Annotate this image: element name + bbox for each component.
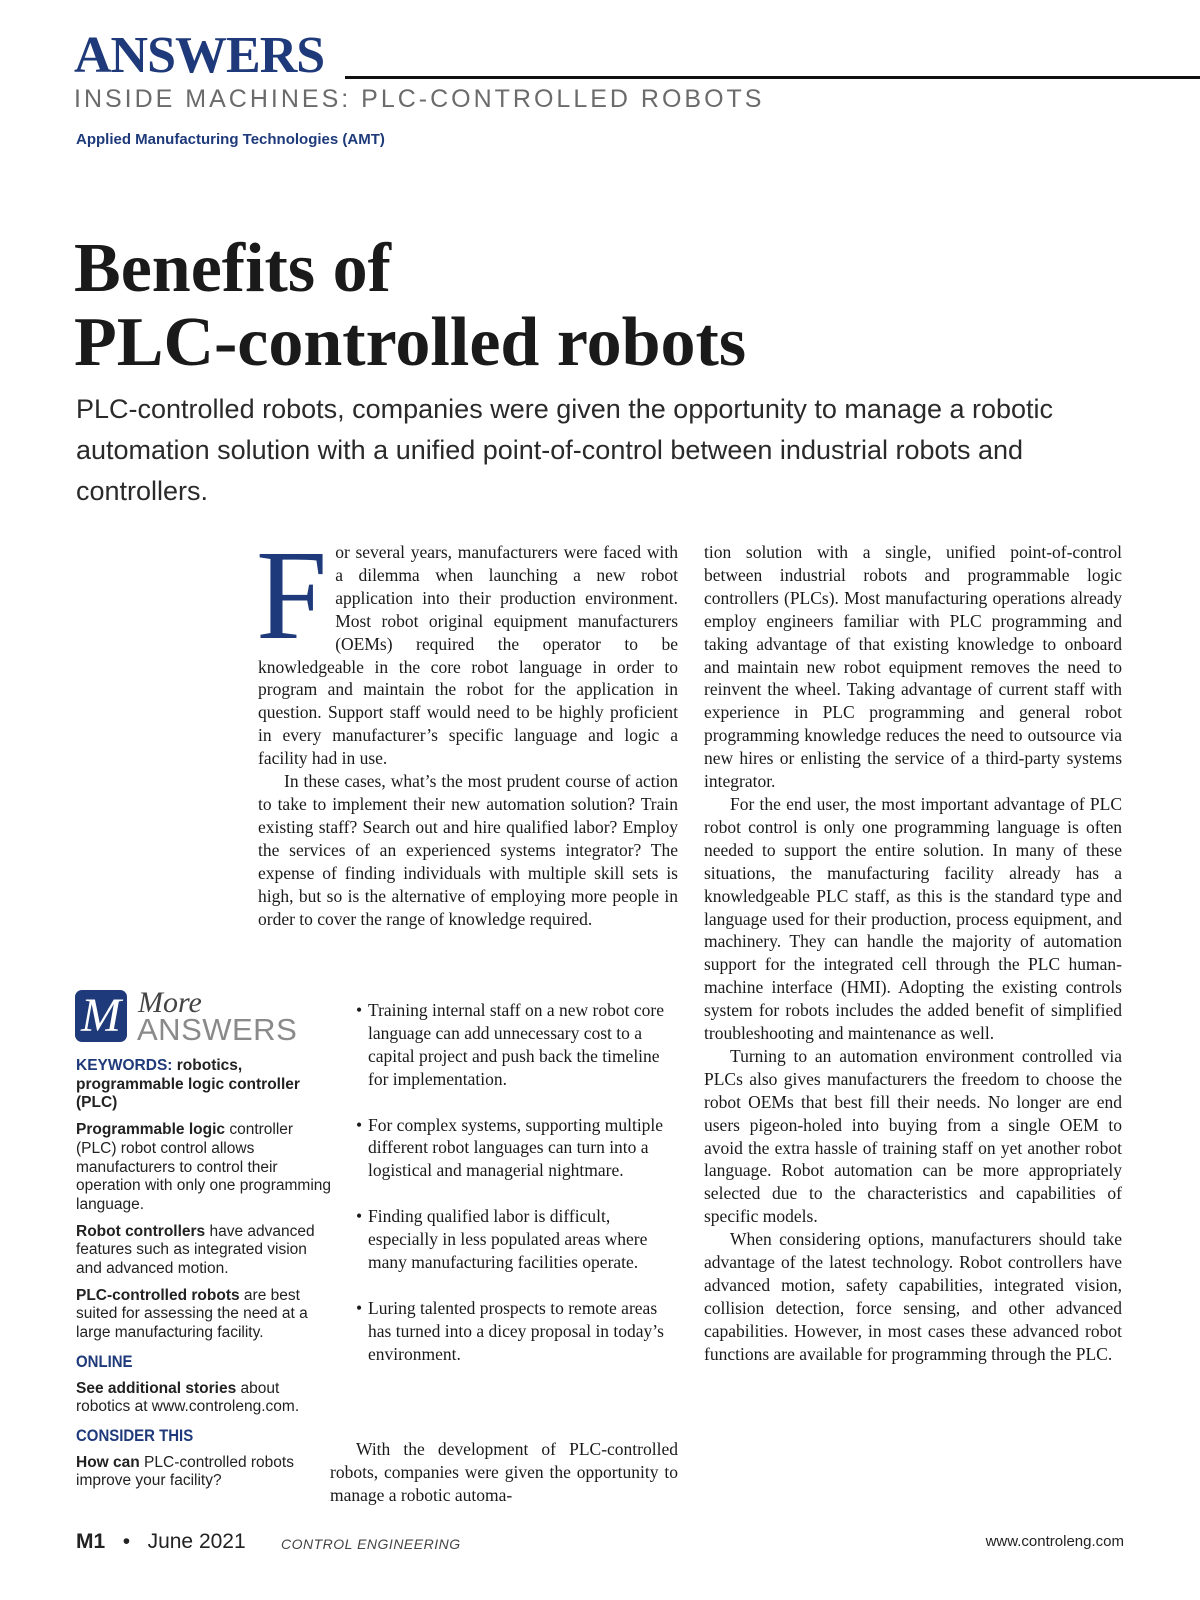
body-paragraph: tion solution with a single, unified point-of-control between industrial robots and programmable logic controllers (PLCs). Most manufacturing operations already employ engineers familiar with PLC programming and taking advantage of that existing knowledge to onboard and maintain new robot equipment removes the need to reinvent the wheel. Taking advantage of current staff with experience in PLC programming and general robot programming knowledge reduces the need to outsource via new hires or enlisting the service of a third-party systems integrator. bbox=[704, 542, 1122, 792]
body-paragraph: When considering options, manufacturers should take advantage of the latest technology. Robot controllers have advanced motion, safety capabilities, integrated vision, collision detection, force sensing, and other advanced capabilities. However, in most cases these advanced robot functions are available for programming through the PLC. bbox=[704, 1229, 1122, 1364]
keywords bbox=[76, 1057, 334, 1113]
consider-this-item bbox=[76, 1454, 334, 1491]
bullet-icon: • bbox=[356, 1000, 363, 1020]
consider-item-text: PLC-controlled robots improve your facility? bbox=[76, 1453, 294, 1490]
bullet-icon: • bbox=[356, 1297, 363, 1318]
title-line-1: Benefits of bbox=[74, 230, 391, 307]
body-paragraph: In these cases, what’s the most prudent course of action to take to implement their new automation solution? Train existing staff? Search out and hire qualified labor? Employ the services of an experienced systems integrator? The expense of finding individuals with multiple skill sets is high, but so is the alternative of employing more people in order to cover the range of knowledge required. bbox=[258, 771, 678, 929]
more-answers-label: ANSWERS bbox=[137, 1012, 298, 1047]
more-answers-badge-icon: M bbox=[75, 990, 127, 1042]
bullet-text: Luring talented prospects to remote areas has turned into a dicey proposal in today’s environment. bbox=[368, 1297, 664, 1364]
body-paragraph: Turning to an automation environment controlled via PLCs also gives manufacturers the freedom to choose the robot OEMs that best fill their needs. No longer are end users pigeon-holed into buying from a single OEM to avoid the extra hassle of training staff on yet another robot language. Robot automation can be more appropriately selected due to the characteristics and capabilities of specific models. bbox=[704, 1045, 1122, 1227]
sidebar-item-lead: Programmable logic bbox=[76, 1121, 226, 1139]
more-answers-sidebar bbox=[76, 1057, 334, 1499]
sidebar-item bbox=[76, 1287, 334, 1343]
online-item-lead: See additional stories bbox=[76, 1379, 237, 1397]
title-line-2: PLC-controlled robots bbox=[74, 304, 747, 381]
consider-this-heading: CONSIDER THIS bbox=[76, 1425, 194, 1445]
body-column-right bbox=[704, 541, 1122, 1366]
author-affiliation: Applied Manufacturing Technologies (AMT) bbox=[76, 131, 385, 148]
sidebar-item-text: have advanced features such as integrated vision and advanced motion. bbox=[76, 1222, 315, 1278]
footer-page-info bbox=[76, 1530, 246, 1554]
online-item bbox=[76, 1380, 334, 1417]
bullet-list bbox=[356, 999, 681, 1388]
keywords-label: KEYWORDS: bbox=[76, 1057, 173, 1074]
footer-url: www.controleng.com bbox=[985, 1533, 1124, 1550]
keywords-text: robotics, programmable logic controller (PLC) bbox=[76, 1057, 300, 1112]
online-heading: ONLINE bbox=[76, 1351, 133, 1371]
bullet-text: For complex systems, supporting multiple different robot languages can turn into a logistical and managerial nightmare. bbox=[368, 1114, 664, 1181]
more-answers-more-label: More bbox=[138, 986, 202, 1019]
sidebar-item bbox=[76, 1223, 334, 1279]
section-kicker: INSIDE MACHINES: PLC-CONTROLLED ROBOTS bbox=[74, 85, 765, 113]
body-column-middle-lower bbox=[330, 1438, 678, 1507]
page-number: M1 bbox=[76, 1530, 106, 1553]
bullet-item bbox=[356, 1114, 681, 1183]
sidebar-item-lead: Robot controllers bbox=[76, 1222, 206, 1240]
bullet-item bbox=[356, 1205, 681, 1274]
magazine-name: CONTROL ENGINEERING bbox=[281, 1536, 461, 1552]
bullet-text: Finding qualified labor is difficult, especially in less populated areas where many manufacturing facilities operate. bbox=[368, 1206, 648, 1272]
article-title bbox=[74, 232, 1074, 380]
article-deck: PLC-controlled robots, companies were given the opportunity to manage a robotic automation solution with a unified point-of-control between industrial robots and controllers. bbox=[76, 394, 1054, 506]
sidebar-item-text: controller (PLC) robot control allows manufacturers to control their operation with only one programming language. bbox=[76, 1121, 332, 1213]
issue-date: June 2021 bbox=[147, 1530, 246, 1553]
body-paragraph: For the end user, the most important advantage of PLC robot control is only one programming language is often needed to support the entire solution. In many of these situations, the manufacturing facility already has a knowledgeable PLC staff, as this is the standard type and language used for their production, process equipment, and machinery. They can handle the majority of automation support for the integrated cell through the PLC human-machine interface (HMI). Adopting the existing controls system for robots includes the added benefit of simplified troubleshooting and maintenance as well. bbox=[704, 793, 1122, 1044]
drop-cap: F bbox=[256, 524, 328, 666]
online-item-text: about robotics at www.controleng.com. bbox=[76, 1379, 300, 1416]
bullet-item bbox=[356, 1297, 681, 1366]
header-rule bbox=[345, 76, 1200, 79]
answers-logo: ANSWERS bbox=[74, 27, 325, 84]
bullet-text: Training internal staff on a new robot core language can add unnecessary cost to a capital project and push back the timeline for implementation. bbox=[368, 1000, 664, 1089]
consider-item-lead: How can bbox=[76, 1453, 140, 1471]
sidebar-item-text: are best suited for assessing the need at a large manufacturing facility. bbox=[76, 1286, 308, 1342]
bullet-icon: • bbox=[356, 1114, 363, 1135]
body-paragraph: or several years, manufacturers were faced with a dilemma when launching a new robot application into their production environment. Most robot original equipment manufacturers (OEMs) required the operator to be knowledgeable in the core robot language in order to program and maintain the robot for the application in question. Support staff would need to be highly proficient in every manufacturer’s specific language and logic a facility had in use. bbox=[258, 542, 678, 769]
sidebar-item bbox=[76, 1121, 334, 1215]
body-paragraph: With the development of PLC-controlled robots, companies were given the opportunity to manage a robotic automa- bbox=[330, 1439, 678, 1505]
bullet-icon: • bbox=[356, 1206, 363, 1227]
bullet-item bbox=[356, 999, 681, 1091]
body-column-middle bbox=[256, 524, 678, 930]
footer-separator: • bbox=[122, 1530, 131, 1553]
sidebar-item-lead: PLC-controlled robots bbox=[76, 1286, 240, 1304]
